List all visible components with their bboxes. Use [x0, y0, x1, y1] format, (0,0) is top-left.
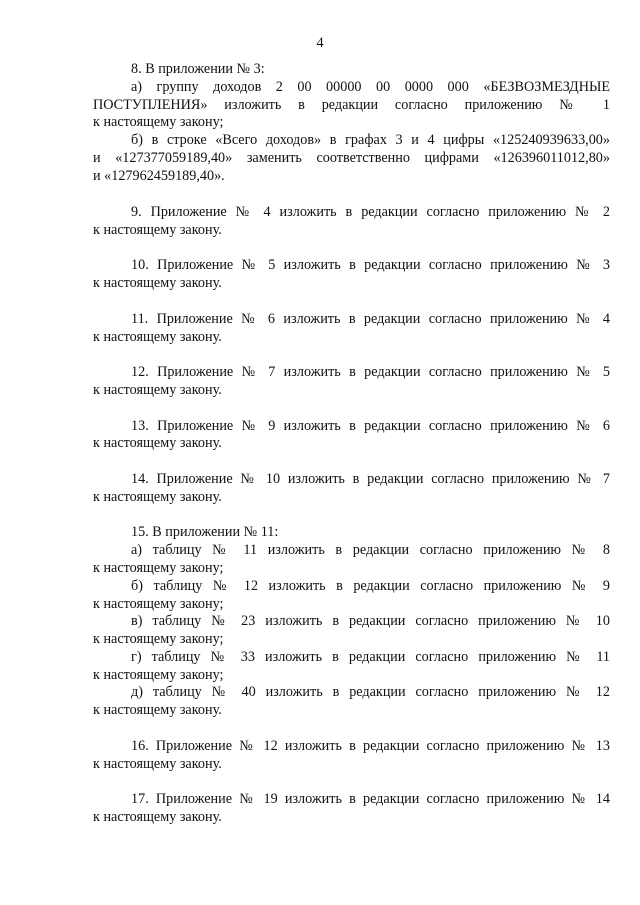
- item-10-line2: к настоящему закону.: [93, 275, 222, 292]
- item-16-line2: к настоящему закону.: [93, 755, 222, 772]
- item-15-subitem-v: [93, 613, 610, 649]
- item-15-subitem-a: [93, 542, 610, 578]
- page-number: 4: [316, 35, 324, 51]
- item-15-heading: 15. В приложении № 11:: [131, 524, 279, 541]
- item-15-b-line1: б) таблицу № 12 изложить в редакции согласно приложению № 9: [131, 577, 610, 594]
- item-11: [93, 311, 610, 347]
- item-13-line1: 13. Приложение № 9 изложить в редакции согласно приложению № 6: [131, 417, 610, 434]
- item-13-line2: к настоящему закону.: [93, 435, 222, 452]
- item-10-line1: 10. Приложение № 5 изложить в редакции согласно приложению № 3: [131, 257, 610, 274]
- item-15-subitem-b: [93, 578, 610, 614]
- item-15-g-line2: к настоящему закону;: [93, 666, 224, 683]
- item-8-heading: 8. В приложении № 3:: [131, 61, 265, 77]
- item-8-subitem-b: [93, 132, 610, 185]
- item-14-line1: 14. Приложение № 10 изложить в редакции согласно приложению № 7: [131, 470, 610, 487]
- item-8: [93, 61, 610, 186]
- item-8-a-line1: а) группу доходов 2 00 00000 00 0000 000 «БЕЗВОЗМЕЗДНЫЕ: [131, 78, 610, 95]
- item-11-line2: к настоящему закону.: [93, 328, 222, 345]
- item-12-line1: 12. Приложение № 7 изложить в редакции согласно приложению № 5: [131, 364, 610, 381]
- item-15: [93, 524, 610, 720]
- item-15-g-line1: г) таблицу № 33 изложить в редакции согласно приложению № 11: [131, 648, 610, 665]
- item-8-a-line2: ПОСТУПЛЕНИЯ» изложить в редакции согласно приложению № 1: [93, 96, 610, 113]
- item-17: [93, 791, 610, 827]
- item-13: [93, 418, 610, 454]
- item-8-subitem-a: [93, 79, 610, 132]
- item-8-a-line3: к настоящему закону;: [93, 114, 224, 131]
- item-15-v-line1: в) таблицу № 23 изложить в редакции согласно приложению № 10: [131, 613, 610, 630]
- document-body: [93, 61, 610, 827]
- item-11-line1: 11. Приложение № 6 изложить в редакции согласно приложению № 4: [131, 310, 610, 327]
- item-12-line2: к настоящему закону.: [93, 381, 222, 398]
- item-15-subitem-d: [93, 684, 610, 720]
- item-15-d-line2: к настоящему закону.: [93, 702, 222, 719]
- item-17-line1: 17. Приложение № 19 изложить в редакции согласно приложению № 14: [131, 791, 610, 808]
- item-15-subitem-g: [93, 649, 610, 685]
- item-8-b-line3: и «127962459189,40».: [93, 167, 225, 184]
- item-16-line1: 16. Приложение № 12 изложить в редакции согласно приложению № 13: [131, 737, 610, 754]
- item-15-d-line1: д) таблицу № 40 изложить в редакции согласно приложению № 12: [131, 684, 610, 701]
- item-14-line2: к настоящему закону.: [93, 488, 222, 505]
- item-10: [93, 257, 610, 293]
- item-15-v-line2: к настоящему закону;: [93, 631, 224, 648]
- item-8-b-line2: и «127377059189,40» заменить соответственно цифрами «126396011012,80»: [93, 149, 610, 166]
- item-9-line1: 9. Приложение № 4 изложить в редакции согласно приложению № 2: [131, 203, 610, 220]
- item-15-a-line2: к настоящему закону;: [93, 559, 224, 576]
- item-15-a-line1: а) таблицу № 11 изложить в редакции согласно приложению № 8: [131, 542, 610, 559]
- item-9-line2: к настоящему закону.: [93, 221, 222, 238]
- item-16: [93, 738, 610, 774]
- item-15-b-line2: к настоящему закону;: [93, 595, 224, 612]
- item-8-b-line1: б) в строке «Всего доходов» в графах 3 и 4 цифры «125240939633,00»: [131, 132, 610, 149]
- item-12: [93, 364, 610, 400]
- item-17-line2: к настоящему закону.: [93, 809, 222, 826]
- item-14: [93, 471, 610, 507]
- item-9: [93, 204, 610, 240]
